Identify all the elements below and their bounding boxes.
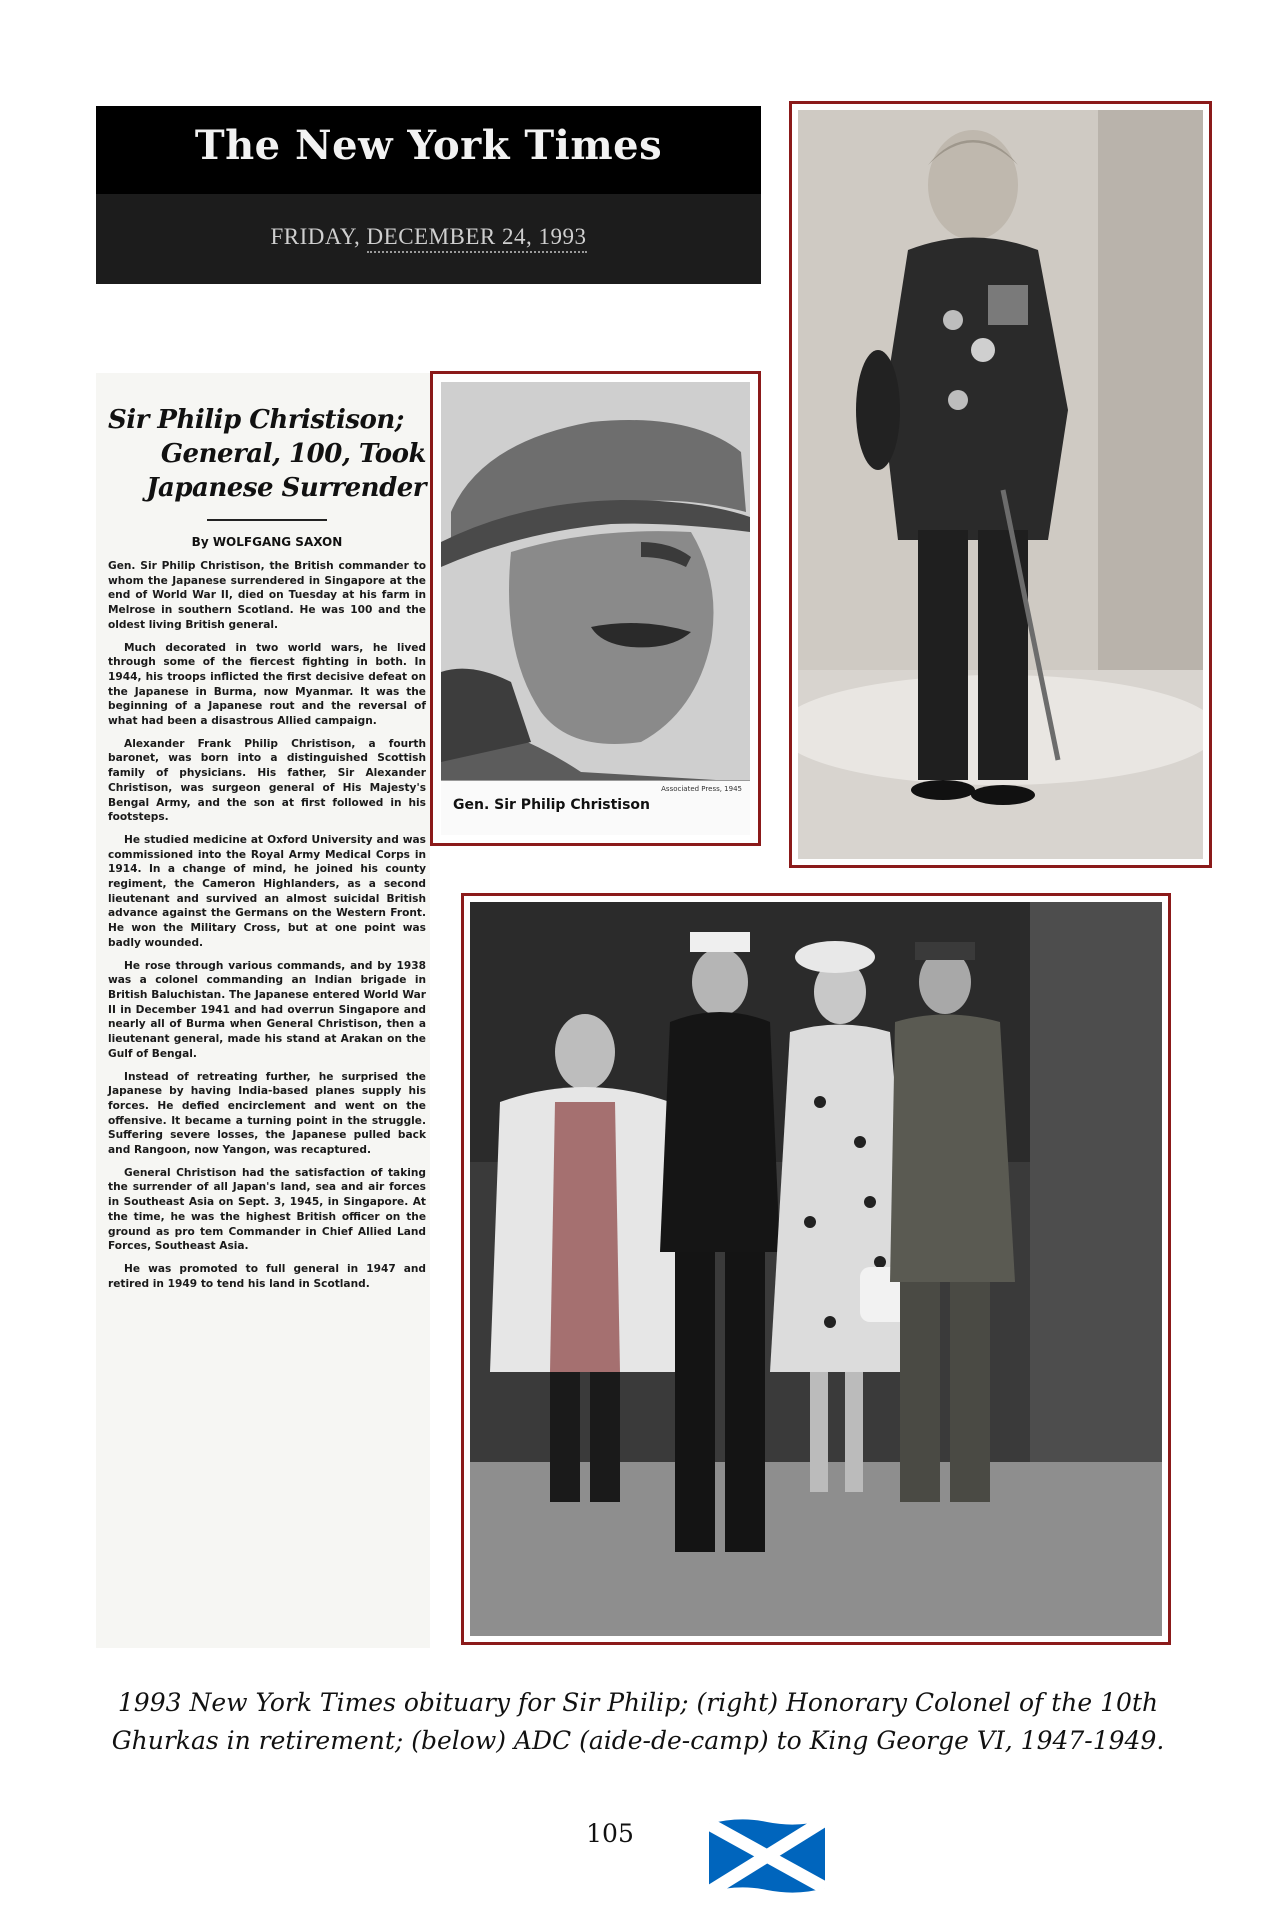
article-paragraph: Alexander Frank Philip Christison, a fourth baronet, was born into a distinguished Scottish family of physicians. His father, Sir Alexander Christison, was surgeon general of His Majesty's Bengal Army, and the son at first followed in his footsteps. [108,737,426,824]
headline-line-1: Sir Philip Christison; [108,405,404,435]
article-paragraph: Instead of retreating further, he surprised the Japanese by having India-based planes supply his forces. He defied encirclement and went on the offensive. It became a turning point in the struggle. Suffering severe losses, the Japanese pulled back and Rangoon, now Yangon, was recaptured. [108,1070,426,1157]
royal-group-photo-frame [461,893,1171,1645]
royal-group-photo [470,902,1162,1636]
headline-line-2: General, 100, Took [160,439,426,469]
article-paragraph: He was promoted to full general in 1947 and retired in 1949 to tend his land in Scotland. [108,1262,426,1290]
caption-line-2: Ghurkas in retirement; (below) ADC (aide-de-camp) to King George VI, 1947-1949. [111,1726,1165,1755]
closeup-portrait-frame [430,371,761,846]
photo-credit: Associated Press, 1945 [661,785,742,793]
obituary-clipping [96,373,430,1648]
article-paragraph: He studied medicine at Oxford University and was commissioned into the Royal Army Medical Corps in 1914. In a change of mind, he joined his county regiment, the Cameron Highlanders, as a second lieutenant and survived an almost suicidal British advance against the Germans on the Western Front. He won the Military Cross, but at one point was badly wounded. [108,833,426,949]
closeup-caption: Gen. Sir Philip Christison [453,797,651,813]
article-paragraph: Gen. Sir Philip Christison, the British commander to whom the Japanese surrendered in Singapore at the end of World War II, died on Tuesday at his farm in Melrose in southern Scotland. He was 100 and the oldest living British general. [108,560,426,631]
closeup-portrait-photo [441,382,750,835]
scotland-saltire-flag-icon [709,1816,825,1896]
full-length-portrait-photo [798,110,1203,859]
masthead-date [96,224,761,250]
article-paragraph: Much decorated in two world wars, he lived through some of the fiercest fighting in both. In 1944, his troops inflicted the first decisive defeat on the Japanese in Burma, now Myanmar. It was the beginning of a Japanese rout and the reversal of what had been a disastrous Allied campaign. [108,641,426,728]
obituary-headline [108,403,426,505]
figure-caption [40,1684,1236,1760]
nyt-masthead [96,106,761,284]
caption-line-1: 1993 New York Times obituary for Sir Philip; (right) Honorary Colonel of the 10th [117,1688,1159,1717]
article-paragraph: He rose through various commands, and by 1938 was a colonel commanding an Indian brigade in British Baluchistan. The Japanese entered World War II in December 1941 and had overrun Singapore and nearly all of Burma when General Christison, then a lieutenant general, made his stand at Arakan on the Gulf of Bengal. [108,959,426,1060]
headline-line-3: Japanese Surrender [146,473,426,503]
byline: By WOLFGANG SAXON [191,535,343,549]
obituary-column [108,373,426,1299]
headline-rule [207,519,327,521]
full-length-portrait-frame [789,101,1212,868]
masthead-date-text: DECEMBER 24, 1993 [367,224,587,253]
nyt-logo: The New York Times [194,122,663,169]
masthead-date-day: FRIDAY, [270,224,361,249]
page-number: 105 [586,1819,634,1848]
article-paragraph: General Christison had the satisfaction of taking the surrender of all Japan's land, sea and air forces in Southeast Asia on Sept. 3, 1945, in Singapore. At the time, he was the highest British officer on the ground as pro tem Commander in Chief Allied Land Forces, Southeast Asia. [108,1166,426,1253]
closeup-caption-strip [441,780,750,835]
